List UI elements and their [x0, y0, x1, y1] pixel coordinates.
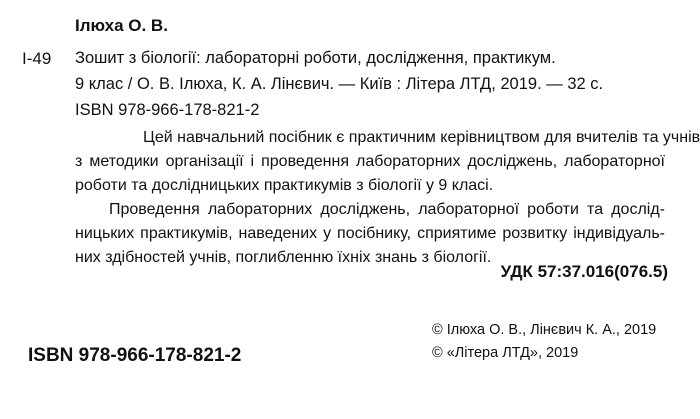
paragraph-1-line-3: роботи та дослідницьких практикумів з біології у 9 класі.: [75, 177, 494, 194]
copyright-authors: © Ілюха О. В., Лінєвич К. А., 2019: [432, 322, 657, 338]
bibliography-line-2: 9 клас / О. В. Ілюха, К. А. Лінєвич. — Київ : Літера ЛТД, 2019. — 32 с.: [75, 75, 604, 93]
paragraph-2-line-3: них здібностей учнів, поглибленню їхніх знань з біології.: [75, 249, 492, 266]
isbn-number: ISBN 978-966-178-821-2: [28, 345, 242, 366]
paragraph-1-line-1: Цей навчальний посібник є практичним керівництвом для вчителів та учнів: [143, 129, 700, 146]
bibliography-isbn: ISBN 978-966-178-821-2: [75, 101, 260, 119]
udk-code: УДК 57:37.016(076.5): [500, 262, 668, 281]
copyright-publisher: © «Літера ЛТД», 2019: [432, 345, 579, 361]
paragraph-1-line-2: з методики організації і проведення лабораторних досліджень, лабораторної: [75, 153, 665, 170]
catalog-code: І-49: [22, 49, 52, 68]
author-name: Ілюха О. В.: [75, 16, 168, 35]
paragraph-2-line-2: ницьких практикумів, наведених у посібнику, сприятиме розвитку індивідуаль-: [75, 225, 665, 242]
bibliography-line-1: Зошит з біології: лабораторні роботи, дослідження, практикум.: [75, 49, 556, 67]
paragraph-2-line-1: Проведення лабораторних досліджень, лабораторної роботи та дослід-: [109, 201, 665, 218]
